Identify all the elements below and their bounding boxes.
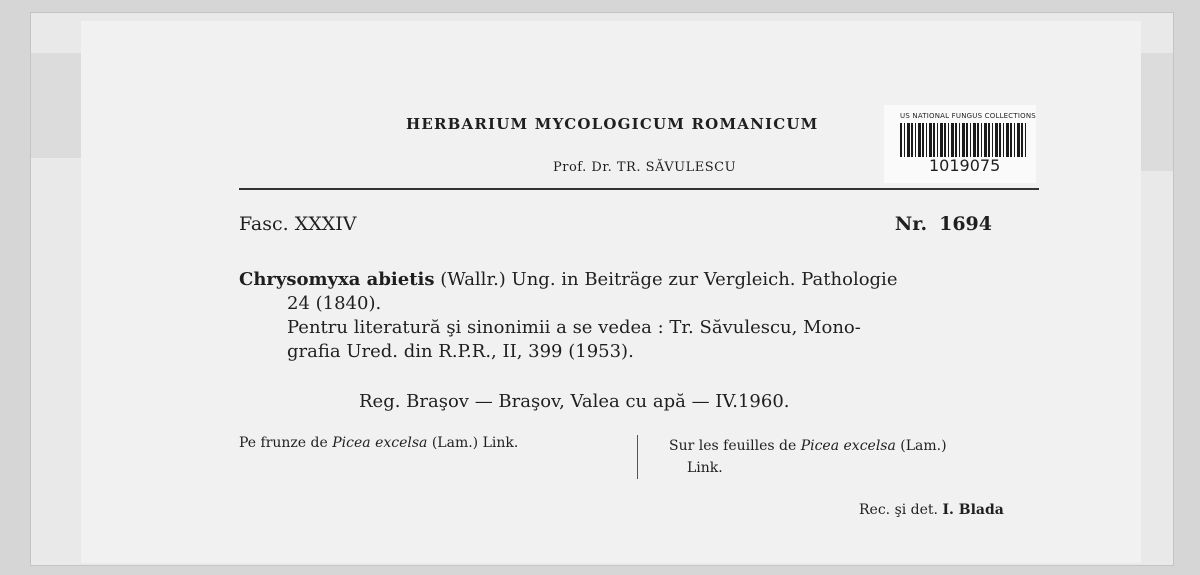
host-fr-line2: Link.: [687, 460, 723, 476]
specimen-number-label: Nr.: [894, 213, 928, 235]
host-divider: [637, 435, 638, 479]
host-ro-suffix: (Lam.) Link.: [431, 435, 519, 451]
barcode-icon: [900, 123, 1028, 157]
barcode-sticker: [884, 105, 1036, 183]
barcode-number: 1019075: [929, 156, 1001, 175]
herbarium-label: [81, 21, 1141, 563]
barcode-caption: US NATIONAL FUNGUS COLLECTIONS: [900, 112, 1036, 120]
envelope-flap-left: [31, 53, 83, 158]
collector: [859, 502, 1004, 518]
host-ro-name: Picea excelsa: [332, 435, 428, 451]
specimen-number-value: 1694: [939, 213, 992, 235]
species-literature-1: Pentru literatură şi sinonimii a se vedea : Tr. Săvulescu, Mono-: [287, 317, 861, 338]
specimen-number: [895, 213, 992, 235]
herbarium-title: HERBARIUM MYCOLOGICUM ROMANICUM: [406, 115, 819, 133]
host-fr-prefix: Sur les feuilles de: [669, 438, 797, 454]
header-divider: [239, 188, 1039, 190]
host-french: [669, 435, 947, 479]
host-romanian: [239, 435, 518, 451]
host-fr-name: Picea excelsa: [800, 438, 896, 454]
species-literature-2: grafia Ured. din R.P.R., II, 399 (1953).: [287, 341, 634, 362]
locality: Reg. Braşov — Braşov, Valea cu apă — IV.1960.: [359, 391, 790, 412]
host-ro-prefix: Pe frunze de: [239, 435, 328, 451]
collector-name: I. Blada: [942, 502, 1004, 518]
herbarium-subtitle: Prof. Dr. TR. SĂVULESCU: [553, 160, 737, 175]
species-citation-2: 24 (1840).: [287, 293, 382, 314]
species-block: [239, 268, 897, 364]
fascicle: Fasc. XXXIV: [239, 213, 357, 235]
envelope: [30, 12, 1174, 566]
host-fr-suffix: (Lam.): [900, 438, 947, 454]
species-name: Chrysomyxa abietis: [239, 269, 435, 290]
collector-label: Rec. şi det.: [859, 502, 939, 518]
species-line-1: [239, 268, 897, 292]
species-citation-1: (Wallr.) Ung. in Beiträge zur Vergleich. Pathologie: [440, 269, 898, 290]
